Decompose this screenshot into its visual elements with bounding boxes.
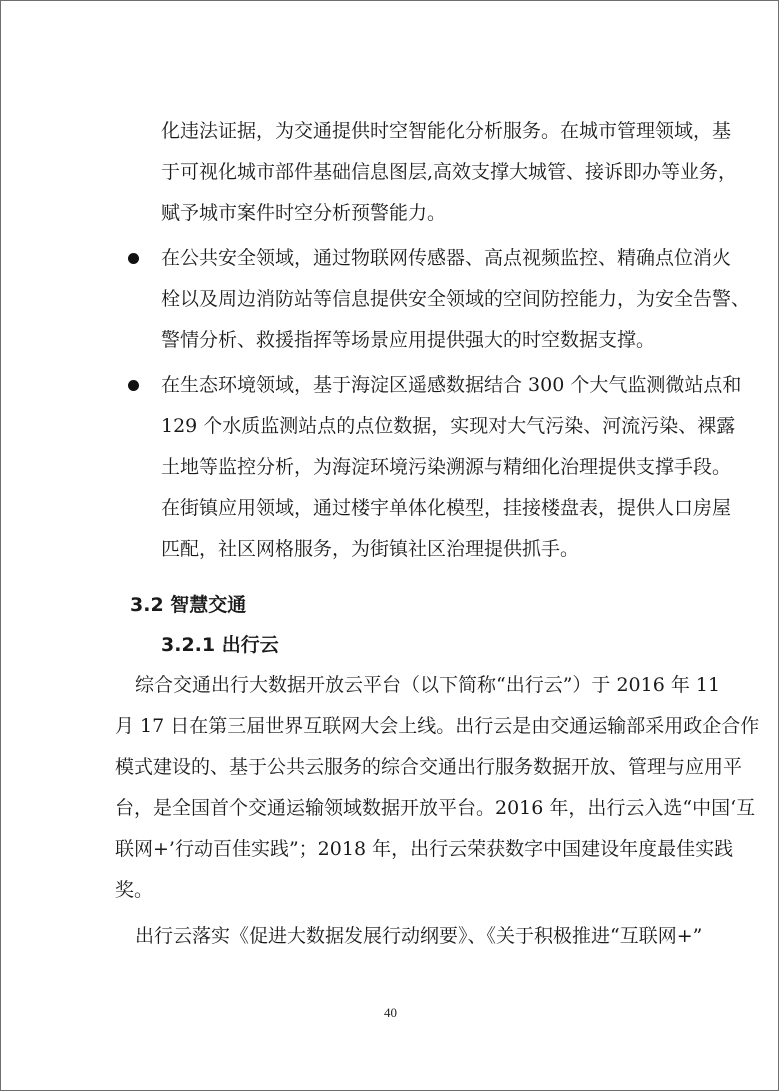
continuation-paragraph	[1, 111, 779, 234]
body-paragraph	[1, 665, 779, 911]
bullet-item-public-safety	[1, 238, 779, 361]
subsection-heading: 3.2.1 出行云	[161, 634, 279, 656]
text-line: 台，是全国首个交通运输领域数据开放平台。2016 年，出行云入选“中国‘互	[115, 797, 756, 819]
text-line: 匹配，社区网格服务，为街镇社区治理提供抓手。	[161, 538, 580, 560]
bullet-icon	[128, 253, 139, 264]
text-line: 警情分析、救援指挥等场景应用提供强大的时空数据支撑。	[161, 329, 656, 351]
bullet-item-ecology	[1, 365, 779, 570]
bullet-icon	[128, 380, 139, 391]
text-line: 化违法证据，为交通提供时空智能化分析服务。在城市管理领域，基	[161, 120, 732, 142]
text-line: 栓以及周边消防站等信息提供安全领域的空间防控能力，为安全告警、	[161, 288, 751, 310]
text-line: 于可视化城市部件基础信息图层,高效支撑大城管、接诉即办等业务，	[161, 161, 738, 183]
text-line: 土地等监控分析，为海淀环境污染溯源与精细化治理提供支撑手段。	[161, 456, 732, 478]
text-line: 模式建设的、基于公共云服务的综合交通出行服务数据开放、管理与应用平	[115, 756, 743, 778]
text-line: 月 17 日在第三届世界互联网大会上线。出行云是由交通运输部采用政企合作	[115, 715, 760, 737]
text-line: 奖。	[115, 879, 154, 901]
text-line: 在街镇应用领域，通过楼宇单体化模型，挂接楼盘表，提供人口房屋	[161, 497, 732, 519]
section-heading: 3.2 智慧交通	[130, 594, 247, 616]
body-paragraph	[1, 916, 779, 957]
text-line: 在生态环境领域，基于海淀区遥感数据结合 300 个大气监测微站点和	[161, 374, 742, 396]
text-line: 联网+’行动百佳实践”；2018 年，出行云荣获数字中国建设年度最佳实践	[115, 838, 734, 860]
page-number: 40	[384, 1005, 397, 1020]
text-line: 出行云落实《促进大数据发展行动纲要》、《关于积极推进“互联网+”	[135, 925, 703, 947]
text-line: 在公共安全领域，通过物联网传感器、高点视频监控、精确点位消火	[161, 247, 732, 269]
text-line: 赋予城市案件时空分析预警能力。	[161, 202, 447, 224]
text-line: 129 个水质监测站点的点位数据，实现对大气污染、河流污染、裸露	[161, 415, 736, 437]
text-line: 综合交通出行大数据开放云平台（以下简称“出行云”）于 2016 年 11	[135, 674, 721, 696]
